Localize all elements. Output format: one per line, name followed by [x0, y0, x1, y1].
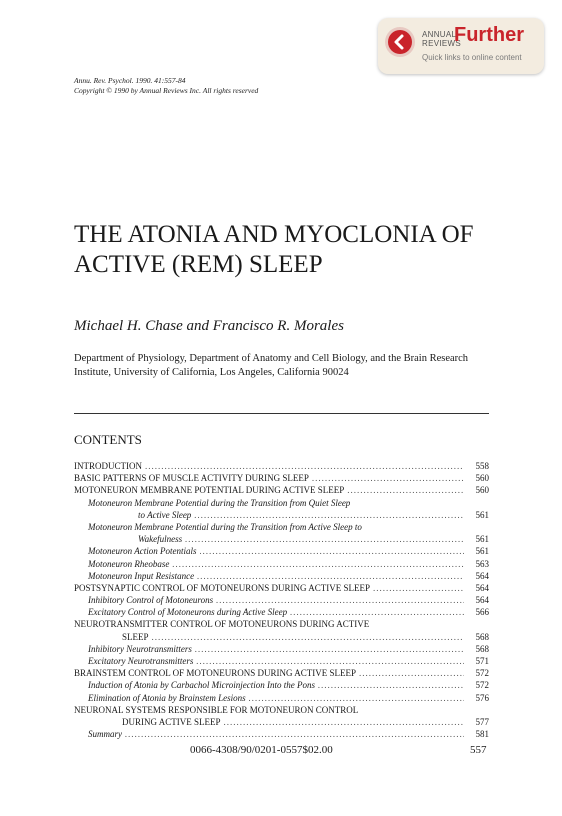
toc-entry [74, 509, 489, 521]
further-label: Further [454, 24, 524, 46]
toc-entry-title: BASIC PATTERNS OF MUSCLE ACTIVITY DURING SLEEP [74, 473, 309, 484]
toc-leader-dots [197, 570, 464, 582]
toc-entry-title: NEURONAL SYSTEMS RESPONSIBLE FOR MOTONEURON CONTROL [74, 704, 359, 715]
toc-entry-title: BRAINSTEM CONTROL OF MOTONEURONS DURING ACTIVE SLEEP [74, 668, 357, 679]
back-arrow-icon [388, 30, 412, 54]
toc-leader-dots [172, 558, 464, 570]
toc-entry-page: 564 [475, 582, 489, 593]
toc-entry [74, 472, 489, 484]
annual-reviews-logo-text: ANNUAL REVIEWS [422, 30, 461, 48]
toc-entry [74, 606, 489, 618]
toc-leader-dots [125, 728, 464, 740]
toc-entry [74, 594, 489, 606]
toc-entry-title: Wakefulness [138, 534, 183, 545]
toc-entry-title: Excitatory Neurotransmitters [88, 656, 194, 666]
toc-entry [74, 667, 489, 679]
annual-reviews-further-badge[interactable] [378, 18, 544, 74]
toc-leader-dots [318, 679, 464, 691]
toc-entry-page: 563 [475, 558, 489, 569]
toc-entry-title: Motoneuron Membrane Potential during the Transition from Active Sleep to [88, 521, 362, 532]
toc-entry [74, 533, 489, 545]
toc-leader-dots [216, 594, 464, 606]
toc-entry-title: Excitatory Control of Motoneurons during Active Sleep [88, 607, 288, 618]
toc-leader-dots [195, 643, 464, 655]
toc-entry [74, 655, 489, 667]
toc-entry [74, 484, 489, 496]
toc-entry-page: 560 [475, 473, 489, 484]
toc-leader-dots [152, 631, 464, 643]
toc-leader-dots [145, 460, 464, 472]
toc-entry-page: 572 [475, 668, 489, 679]
toc-leader-dots [196, 655, 464, 667]
toc-entry-title: INTRODUCTION [74, 461, 142, 471]
toc-leader-dots [200, 545, 465, 557]
toc-leader-dots [312, 472, 464, 484]
toc-entry [74, 643, 489, 655]
toc-entry-page: 564 [475, 570, 489, 581]
toc-entry-title: Motoneuron Input Resistance [88, 570, 195, 581]
toc-entry-page: 568 [475, 631, 489, 642]
quick-links-label: Quick links to online content [422, 53, 522, 62]
toc-entry-page: 566 [475, 607, 489, 618]
citation-meta [74, 76, 258, 96]
toc-entry-page: 571 [475, 656, 489, 666]
toc-entry [74, 521, 489, 533]
toc-entry-title: DURING ACTIVE SLEEP [122, 716, 221, 727]
toc-entry-title: Inhibitory Control of Motoneurons [88, 595, 214, 606]
table-of-contents [74, 460, 489, 740]
toc-entry [74, 460, 489, 472]
toc-entry-title: Induction of Atonia by Carbachol Microinjection Into the Pons [88, 680, 315, 691]
toc-entry-page: 558 [475, 461, 489, 471]
toc-entry [74, 704, 489, 716]
toc-entry [74, 545, 489, 557]
toc-entry-page: 561 [475, 534, 489, 545]
toc-entry-title: Inhibitory Neurotransmitters [88, 643, 192, 654]
toc-leader-dots [224, 716, 465, 728]
page-number: 557 [470, 744, 487, 756]
toc-entry-page: 572 [475, 680, 489, 691]
toc-entry [74, 631, 489, 643]
toc-leader-dots [194, 509, 464, 521]
section-divider [74, 413, 489, 414]
toc-leader-dots [347, 484, 464, 496]
toc-entry [74, 558, 489, 570]
toc-entry [74, 497, 489, 509]
toc-entry [74, 618, 489, 630]
toc-entry-page: 560 [475, 485, 489, 496]
article-title: THE ATONIA AND MYOCLONIA OF ACTIVE (REM) SLEEP [74, 221, 474, 278]
toc-entry-title: NEUROTRANSMITTER CONTROL OF MOTONEURONS DURING ACTIVE [74, 619, 370, 630]
toc-entry-title: MOTONEURON MEMBRANE POTENTIAL DURING ACTIVE SLEEP [74, 485, 345, 496]
toc-entry [74, 582, 489, 594]
toc-entry-page: 576 [475, 692, 489, 703]
toc-entry [74, 728, 489, 740]
toc-entry-page: 581 [475, 729, 489, 740]
toc-entry-page: 577 [475, 716, 489, 727]
toc-entry-page: 561 [475, 546, 489, 557]
toc-leader-dots [290, 606, 464, 618]
toc-entry-title: to Active Sleep [138, 509, 192, 520]
toc-entry-title: Elimination of Atonia by Brainstem Lesions [88, 692, 246, 703]
toc-leader-dots [359, 667, 464, 679]
toc-entry [74, 679, 489, 691]
toc-entry-page: 564 [475, 595, 489, 606]
toc-entry [74, 716, 489, 728]
toc-entry-title: POSTSYNAPTIC CONTROL OF MOTONEURONS DURING ACTIVE SLEEP [74, 582, 371, 593]
author-affiliation: Department of Physiology, Department of Anatomy and Cell Biology, and the Brain Research Institute, University of California, Los Angeles, California 90024 [74, 353, 469, 378]
toc-entry-title: Motoneuron Rheobase [88, 558, 170, 569]
toc-entry-title: SLEEP [122, 631, 149, 642]
toc-entry [74, 570, 489, 582]
toc-entry-title: Motoneuron Membrane Potential during the Transition from Quiet Sleep [88, 497, 351, 508]
toc-entry-page: 561 [475, 509, 489, 520]
toc-leader-dots [185, 533, 464, 545]
article-authors: Michael H. Chase and Francisco R. Morales [74, 318, 344, 334]
toc-entry-page: 568 [475, 643, 489, 654]
citation-line: Annu. Rev. Psychol. 1990. 41:557-84 [74, 76, 186, 85]
toc-leader-dots [249, 692, 464, 704]
article-code: 0066-4308/90/0201-0557$02.00 [190, 744, 333, 756]
toc-entry [74, 692, 489, 704]
contents-heading: CONTENTS [74, 432, 142, 447]
toc-leader-dots [373, 582, 464, 594]
toc-entry-title: Summary [88, 729, 122, 740]
copyright-line: Copyright © 1990 by Annual Reviews Inc. All rights reserved [74, 86, 259, 95]
toc-entry-title: Motoneuron Action Potentials [88, 546, 197, 557]
